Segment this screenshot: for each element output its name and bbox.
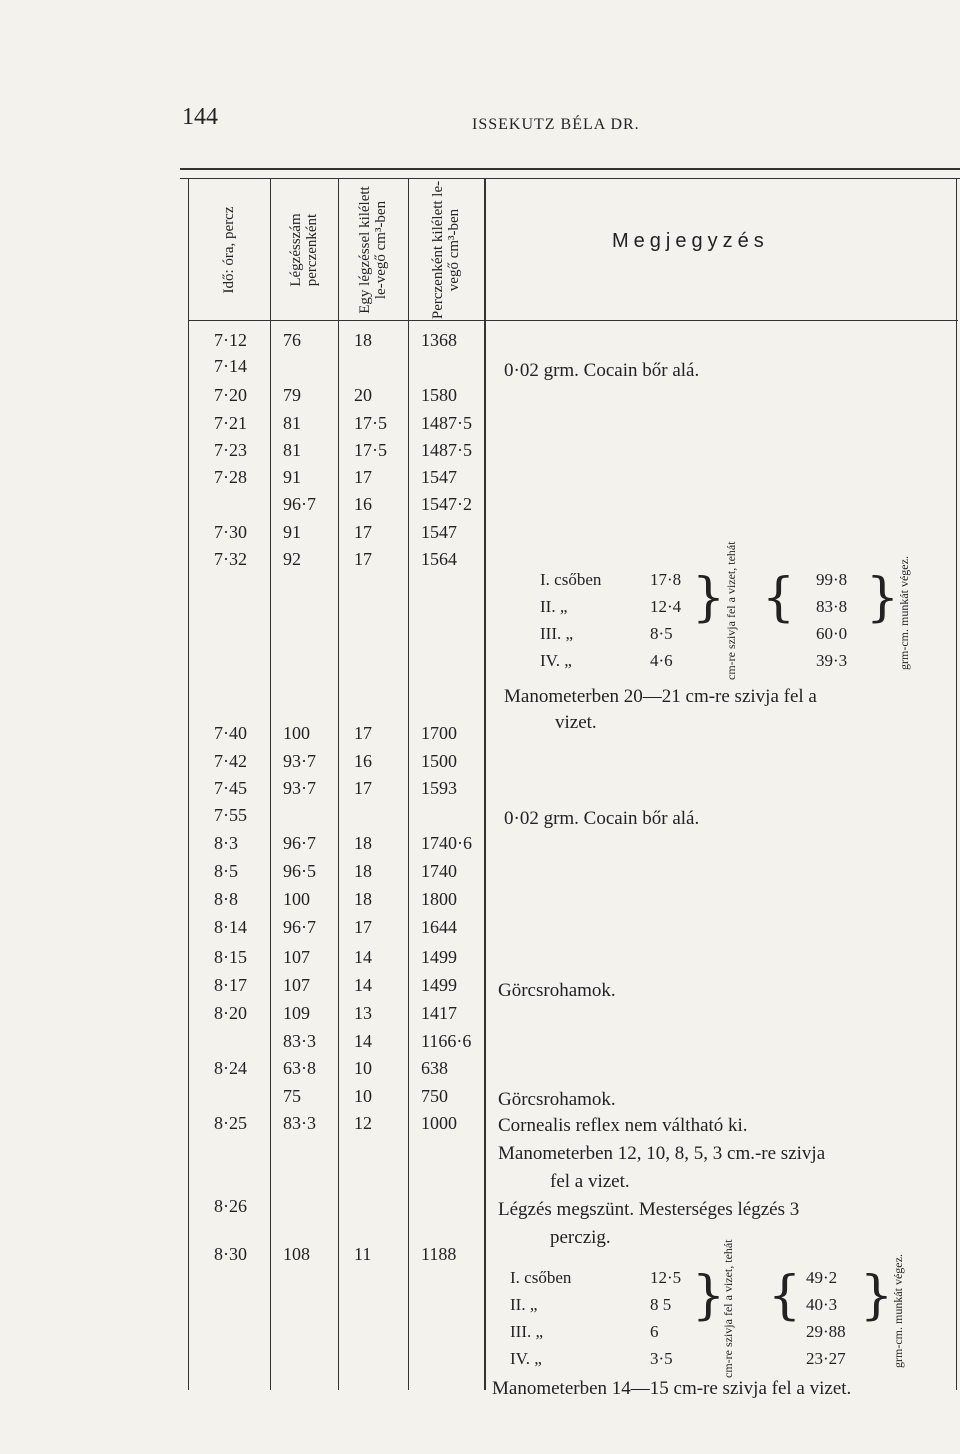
cell-time: 7·20 xyxy=(214,385,247,405)
cell-time: 7·23 xyxy=(214,440,247,460)
cell-time: 8·14 xyxy=(214,917,247,937)
cell-per: 17 xyxy=(354,522,372,542)
cell-time: 7·45 xyxy=(214,778,247,798)
cell-total: 1593 xyxy=(421,778,457,798)
cell-time: 8·25 xyxy=(214,1113,247,1133)
note-legzes-b: perczig. xyxy=(550,1227,611,1248)
note-manometer-1b: vizet. xyxy=(555,712,597,733)
cell-total: 1700 xyxy=(421,723,457,743)
cell-rate: 81 xyxy=(283,413,301,433)
cell-time: 8·8 xyxy=(214,889,238,909)
tube2-work-1: 40·3 xyxy=(806,1295,838,1314)
cell-per: 11 xyxy=(354,1244,372,1264)
note-cornealis: Cornealis reflex nem váltható ki. xyxy=(498,1115,748,1136)
cell-total: 638 xyxy=(421,1058,448,1078)
cell-time: 7·28 xyxy=(214,467,247,487)
tube2-value-2: 6 xyxy=(650,1322,659,1341)
cell-per: 17 xyxy=(354,467,372,487)
cell-per: 17 xyxy=(354,723,372,743)
tube2-work-0: 49·2 xyxy=(806,1268,838,1287)
note-manometer-2b: fel a vizet. xyxy=(550,1171,630,1192)
cell-time: 8·17 xyxy=(214,975,247,995)
cell-total: 1368 xyxy=(421,330,457,350)
cell-rate: 96·7 xyxy=(283,494,316,514)
cell-total: 1740 xyxy=(421,861,457,881)
cell-total: 1417 xyxy=(421,1003,457,1023)
cell-per: 16 xyxy=(354,494,372,514)
tube2-brace-left: } xyxy=(692,1266,726,1326)
cell-per: 17 xyxy=(354,778,372,798)
cell-per: 10 xyxy=(354,1086,372,1106)
tube1-work-2: 60·0 xyxy=(816,624,848,643)
note-manometer-3: Manometerben 14—15 cm-re szivja fel a vizet. xyxy=(492,1378,852,1399)
cell-total: 1499 xyxy=(421,947,457,967)
tube1-value-1: 12·4 xyxy=(650,597,682,616)
tube2-label-0: I. csőben xyxy=(510,1268,572,1287)
tube1-label-3: IV. „ xyxy=(540,651,572,670)
cell-total: 1580 xyxy=(421,385,457,405)
cell-rate: 93·7 xyxy=(283,778,316,798)
cell-total: 1547 xyxy=(421,467,457,487)
cell-per: 10 xyxy=(354,1058,372,1078)
tube2-label-1: II. „ xyxy=(510,1295,538,1314)
cell-rate: 83·3 xyxy=(283,1113,316,1133)
tube1-mid-label: cm-re szivja fel a vizet, tehát xyxy=(724,541,738,680)
tube2-value-0: 12·5 xyxy=(650,1268,682,1287)
cell-rate: 96·5 xyxy=(283,861,316,881)
cell-time: 8·30 xyxy=(214,1244,247,1264)
tube2-end-label: grm-cm. munkát végez. xyxy=(891,1254,905,1368)
cell-per: 12 xyxy=(354,1113,372,1133)
cell-total: 1740·6 xyxy=(421,833,472,853)
cell-per: 20 xyxy=(354,385,372,405)
cell-time: 8·5 xyxy=(214,861,238,881)
tube2-brace-end: } xyxy=(860,1266,894,1326)
cell-rate: 92 xyxy=(283,549,301,569)
cell-rate: 83·3 xyxy=(283,1031,316,1051)
tube1-work-0: 99·8 xyxy=(816,570,848,589)
tube2-work-3: 23·27 xyxy=(806,1349,846,1368)
tube1-value-2: 8·5 xyxy=(650,624,673,643)
cell-per: 18 xyxy=(354,861,372,881)
tube1-value-3: 4·6 xyxy=(650,651,673,670)
cell-total: 1500 xyxy=(421,751,457,771)
cell-time: 8·20 xyxy=(214,1003,247,1023)
tube2-label-2: III. „ xyxy=(510,1322,544,1341)
cell-total: 1487·5 xyxy=(421,440,472,460)
cell-time: 8·15 xyxy=(214,947,247,967)
tube1-label-2: III. „ xyxy=(540,624,574,643)
cell-per: 14 xyxy=(354,975,372,995)
cell-time: 8·3 xyxy=(214,833,238,853)
tube1-brace-right: { xyxy=(762,568,796,628)
cell-total: 750 xyxy=(421,1086,448,1106)
col-header-rate: Légzésszám perczenként xyxy=(288,213,320,287)
cell-total: 1166·6 xyxy=(421,1031,472,1051)
vline-2 xyxy=(338,178,339,1390)
page-number: 144 xyxy=(182,104,218,130)
tube1-brace-left: } xyxy=(692,568,726,628)
cell-total: 1547 xyxy=(421,522,457,542)
cell-per: 17 xyxy=(354,549,372,569)
cell-time: 7·55 xyxy=(214,805,247,825)
note-manometer-2a: Manometerben 12, 10, 8, 5, 3 cm.-re szivja xyxy=(498,1143,826,1164)
cell-rate: 100 xyxy=(283,723,310,743)
tube2-brace-right: { xyxy=(768,1266,802,1326)
notes-header: Megjegyzés xyxy=(612,230,769,252)
vline-left xyxy=(188,178,189,1390)
cell-time: 7·30 xyxy=(214,522,247,542)
tube2-mid-label: cm-re szivja fel a vizet, tehát xyxy=(721,1239,735,1378)
cell-rate: 75 xyxy=(283,1086,301,1106)
cell-per: 18 xyxy=(354,330,372,350)
cell-rate: 108 xyxy=(283,1244,310,1264)
cell-per: 18 xyxy=(354,889,372,909)
cell-per: 16 xyxy=(354,751,372,771)
cell-time: 7·40 xyxy=(214,723,247,743)
col-header-time: Idő: óra, percz xyxy=(221,206,237,294)
col-header-per-minute: Perczenként kilélett le-vegő cm³-ben xyxy=(430,180,462,320)
cell-rate: 107 xyxy=(283,947,310,967)
cell-rate: 79 xyxy=(283,385,301,405)
cell-per: 14 xyxy=(354,947,372,967)
cell-time: 8·26 xyxy=(214,1196,247,1216)
tube1-label-0: I. csőben xyxy=(540,570,602,589)
tube2-value-3: 3·5 xyxy=(650,1349,673,1368)
cell-total: 1487·5 xyxy=(421,413,472,433)
tube2-work-2: 29·88 xyxy=(806,1322,846,1341)
cell-total: 1547·2 xyxy=(421,494,472,514)
note-cocain-2: 0·02 grm. Cocain bőr alá. xyxy=(504,808,700,829)
cell-rate: 93·7 xyxy=(283,751,316,771)
running-head-author: ISSEKUTZ BÉLA DR. xyxy=(472,116,640,133)
cell-time: 7·14 xyxy=(214,356,247,376)
cell-time: 7·32 xyxy=(214,549,247,569)
cell-rate: 107 xyxy=(283,975,310,995)
cell-total: 1499 xyxy=(421,975,457,995)
cell-total: 1800 xyxy=(421,889,457,909)
cell-per: 17 xyxy=(354,917,372,937)
note-gorcsrohamok-1: Görcsrohamok. xyxy=(498,980,616,1001)
cell-per: 17·5 xyxy=(354,413,387,433)
cell-total: 1188 xyxy=(421,1244,457,1264)
tube1-end-label: grm-cm. munkát végez. xyxy=(897,556,911,670)
cell-per: 17·5 xyxy=(354,440,387,460)
table-top-rule xyxy=(180,168,960,170)
tube1-work-1: 83·8 xyxy=(816,597,848,616)
cell-rate: 96·7 xyxy=(283,833,316,853)
cell-rate: 91 xyxy=(283,467,301,487)
cell-total: 1000 xyxy=(421,1113,457,1133)
note-manometer-1a: Manometerben 20—21 cm-re szivja fel a xyxy=(504,686,817,707)
cell-per: 14 xyxy=(354,1031,372,1051)
cell-time: 7·12 xyxy=(214,330,247,350)
cell-rate: 76 xyxy=(283,330,301,350)
tube1-label-1: II. „ xyxy=(540,597,568,616)
cell-per: 13 xyxy=(354,1003,372,1023)
tube1-work-3: 39·3 xyxy=(816,651,848,670)
cell-time: 8·24 xyxy=(214,1058,247,1078)
note-gorcsrohamok-2: Görcsrohamok. xyxy=(498,1089,616,1110)
cell-rate: 96·7 xyxy=(283,917,316,937)
vline-4 xyxy=(484,178,486,1390)
col-header-per-breath: Egy légzéssel kilélett le-vegő cm³-ben xyxy=(357,186,389,314)
cell-per: 18 xyxy=(354,833,372,853)
tube2-label-3: IV. „ xyxy=(510,1349,542,1368)
vline-right xyxy=(956,178,957,1390)
cell-rate: 100 xyxy=(283,889,310,909)
cell-rate: 81 xyxy=(283,440,301,460)
note-legzes-a: Légzés megszünt. Mesterséges légzés 3 xyxy=(498,1199,800,1220)
cell-time: 7·21 xyxy=(214,413,247,433)
vline-1 xyxy=(270,178,271,1390)
tube1-value-0: 17·8 xyxy=(650,570,682,589)
cell-rate: 91 xyxy=(283,522,301,542)
vline-3 xyxy=(408,178,409,1390)
cell-total: 1564 xyxy=(421,549,457,569)
tube1-brace-end: } xyxy=(866,568,900,628)
cell-total: 1644 xyxy=(421,917,457,937)
tube2-value-1: 8 5 xyxy=(650,1295,672,1314)
cell-time: 7·42 xyxy=(214,751,247,771)
cell-rate: 109 xyxy=(283,1003,310,1023)
cell-rate: 63·8 xyxy=(283,1058,316,1078)
note-cocain-1: 0·02 grm. Cocain bőr alá. xyxy=(504,360,700,381)
